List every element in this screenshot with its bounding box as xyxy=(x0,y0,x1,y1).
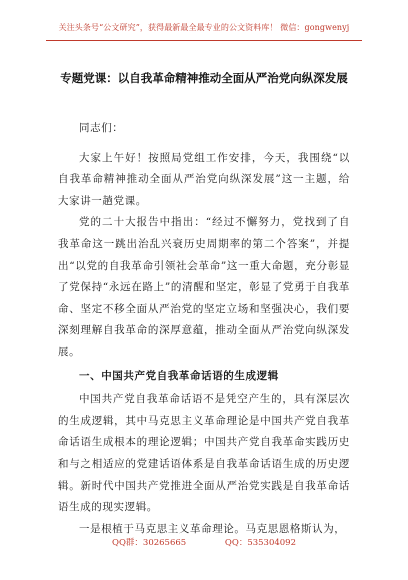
document-title: 专题党课：以自我革命精神推动全面从严治党向纵深发展 xyxy=(60,71,348,85)
footer-contact xyxy=(0,536,408,548)
header-promo-note: 关注头条号“公文研究”，获得最新最全最专业的公文资料库！ 微信：gongwenyj xyxy=(58,23,350,32)
footer-qq: QQ：535304092 xyxy=(224,538,296,548)
paragraph-report: 党的二十大报告中指出：“经过不懈努力，党找到了自我革命这一跳出治乱兴衰历史周期率的第二个答案”，并提出“以党的自我革命引领社会革命”这一重大命题，充分彰显了党保持“永远在路上”的清醒和坚定，彰显了党勇于自我革命、坚定不移全面从严治党的坚定立场和坚强决心，我们要深刻理解自我革命的深厚意蕴，推动全面从严治党向纵深发展。 xyxy=(58,216,350,358)
document-body xyxy=(58,118,350,540)
footer-qq-group: QQ群：30265665 xyxy=(111,538,187,548)
section-heading: 一、中国共产党自我革命话语的生成逻辑 xyxy=(79,369,279,382)
paragraph-section-logic: 中国共产党自我革命话语不是凭空产生的，具有深层次的生成逻辑，其中马克思主义革命理论是中国共产党自我革命话语生成根本的理论逻辑；中国共产党自我革命实践历史和与之相适应的党建话语体系是自我革命话语生成的历史逻辑。新时代中国共产党推进全面从严治党实践是自我革命话语生成的现实逻辑。 xyxy=(58,393,350,514)
header-divider xyxy=(46,40,362,41)
salutation: 同志们： xyxy=(79,122,124,134)
paragraph-section-point-one: 一是根植于马克思主义革命理论。马克思恩格斯认为， xyxy=(79,522,346,535)
paragraph-intro: 大家上午好！按照局党组工作安排，今天，我围绕“以自我革命精神推动全面从严治党向纵深发展”这一主题，给大家讲一趟党课。 xyxy=(58,151,350,207)
